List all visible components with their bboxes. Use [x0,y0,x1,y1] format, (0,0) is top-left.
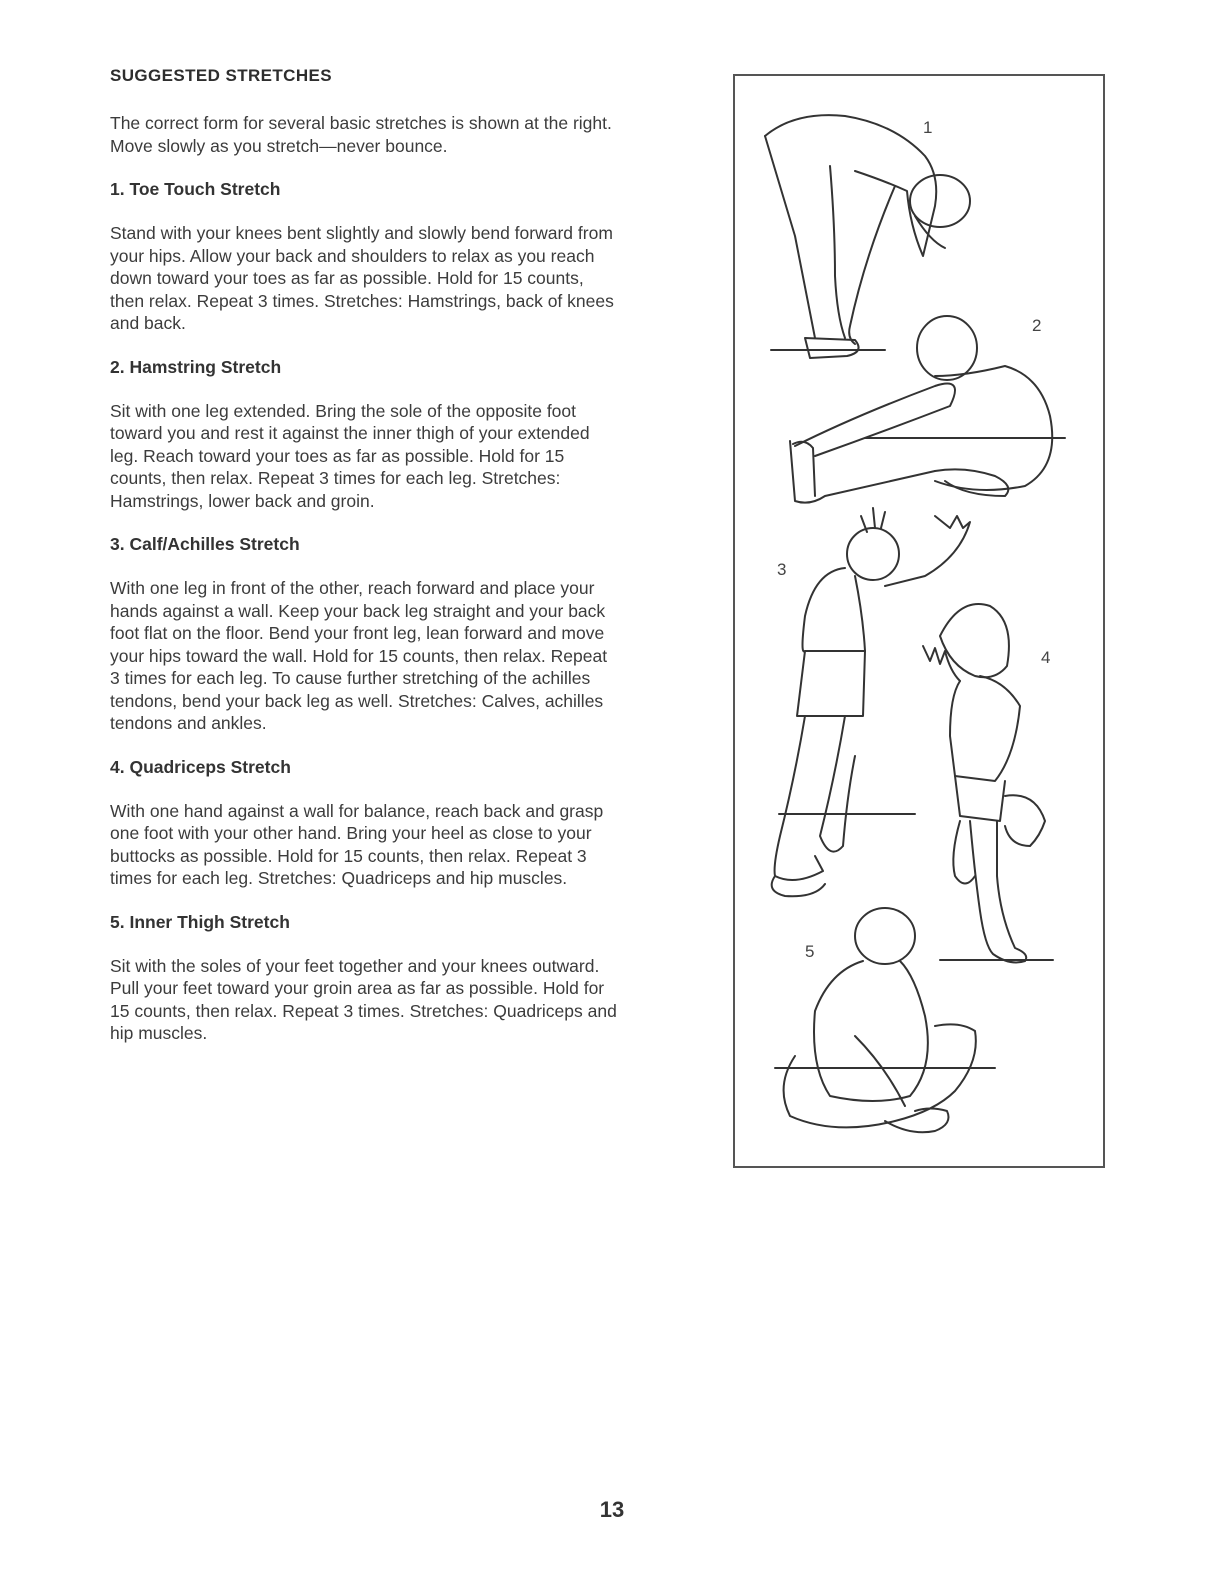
calf-achilles-figure [772,508,970,896]
section-calf-achilles [110,534,700,735]
section-hamstring [110,357,700,513]
intro-paragraph: The correct form for several basic stretches is shown at the right. Move slowly as you stretch—never bounce. [110,113,612,156]
figure-label-1: 1 [923,118,933,137]
section-body: With one leg in front of the other, reach forward and place your hands against a wall. Keep your back leg straight and your back foot flat on the floor. Bend your front leg, lean forward and move your hips toward the wall. Hold for 15 counts, then relax. Repeat 3 times for each leg. To cause further stretching of the achilles tendons, bend your back leg as well. Stretches: Calves, achilles tendons and ankles. [110,578,608,733]
quadriceps-figure [923,604,1053,962]
section-title: 3. Calf/Achilles Stretch [110,534,300,554]
section-toe-touch [110,179,700,335]
section-body: With one hand against a wall for balance, reach back and grasp one foot with your other hand. Bring your heel as close to your buttocks as possible. Hold for 15 counts, then relax. Repeat 3 times for each leg. Stretches: Quadriceps and hip muscles. [110,800,604,888]
section-body: Sit with one leg extended. Bring the sole of the opposite foot toward you and rest it against the inner thigh of your extended leg. Reach toward your toes as far as possible. Hold for 15 counts, then relax. Repeat 3 times for each leg. Stretches: Hamstrings, lower back and groin. [110,400,590,511]
section-body: Stand with your knees bent slightly and slowly bend forward from your hips. Allow your back and shoulders to relax as you reach down toward your toes as far as possible. Hold for 15 counts, then relax. Repeat 3 times. Stretches: Hamstrings, back of knees and back. [110,223,614,333]
toe-touch-figure [765,115,970,358]
section-title: 2. Hamstring Stretch [110,356,282,377]
stretch-illustrations [735,76,1103,1166]
page-number: 13 [599,1497,625,1522]
section-title: 5. Inner Thigh Stretch [110,911,290,932]
figure-label-2: 2 [1032,316,1042,335]
section-body: Sit with the soles of your feet together and your knees outward. Pull your feet toward your groin area as far as possible. Hold for 15 counts, then relax. Repeat 3 times. Stretches: Quadriceps and hip muscles. [110,955,617,1043]
section-quadriceps [110,757,700,890]
section-title: 4. Quadriceps Stretch [110,756,291,777]
section-inner-thigh [110,912,700,1045]
figure-label-4: 4 [1041,648,1051,667]
stretch-illustrations-panel [733,74,1105,1168]
figure-label-3: 3 [777,560,787,579]
page-heading: SUGGESTED STRETCHES [110,66,333,85]
instructions-column [110,66,700,1067]
section-title: 1. Toe Touch Stretch [110,179,281,199]
figure-label-5: 5 [805,942,815,961]
hamstring-figure [790,316,1065,503]
